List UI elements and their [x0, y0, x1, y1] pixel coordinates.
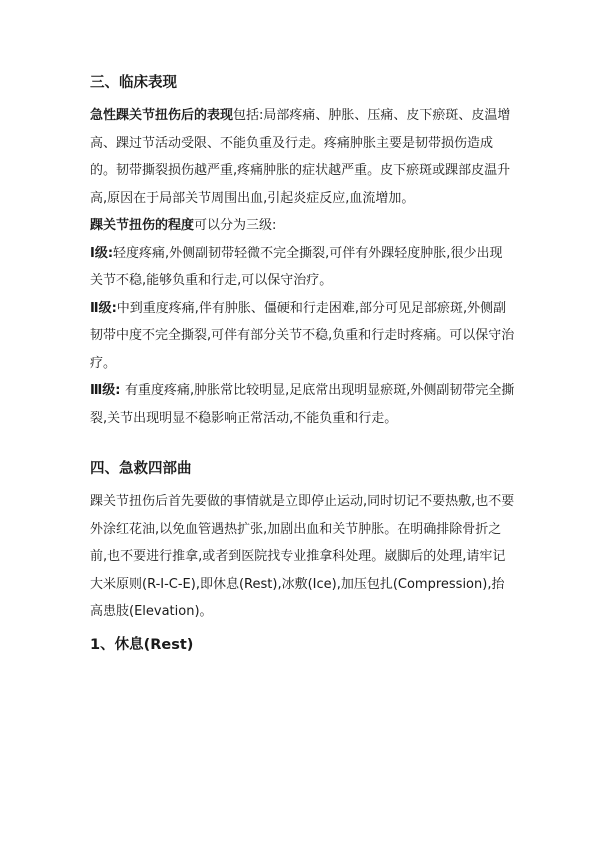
- intro-text: 包括:局部疼痛、肿胀、压痛、皮下瘀斑、皮温增高、踝过节活动受限、不能负重及行走。疼痛肿胀主要是韧带损伤造成的。韧带撕裂损伤越严重,疼痛肿胀的症状越严重。皮下瘀斑或踝部皮温升高,原因在于局部关节周围出血,引起炎症反应,血流增加。: [90, 108, 511, 206]
- intro-bold-term: 急性踝关节扭伤后的表现: [90, 108, 234, 123]
- first-aid-paragraph: 踝关节扭伤后首先要做的事情就是立即停止运动,同时切记不要热敷,也不要外涂红花油,以免血管遇热扩张,加剧出血和关节肿胀。在明确排除骨折之前,也不要进行推拿,或者到医院找专业推拿科处理。崴脚后的处理,请牢记大米原则(R-I-C-E),即休息(Rest),冰敷(Ice),加压包扎(Compression),抬高患肢(Elevation)。: [90, 494, 515, 619]
- degree-text: 可以分为三级:: [194, 218, 277, 233]
- grade1-text: 轻度疼痛,外侧副韧带轻微不完全撕裂,可伴有外踝轻度肿胀,很少出现关节不稳,能够负重和行走,可以保守治疗。: [90, 245, 503, 288]
- intro-paragraph: [90, 102, 515, 212]
- section-heading-clinical: 三、临床表现: [90, 75, 177, 91]
- degree-paragraph: [90, 212, 515, 240]
- grade2-text: 中到重度疼痛,伴有肿胀、僵硬和行走困难,部分可见足部瘀斑,外侧副韧带中度不完全撕裂,可伴有部分关节不稳,负重和行走时疼痛。可以保守治疗。: [90, 300, 515, 371]
- subheading-rest: 1、休息(Rest): [90, 636, 194, 653]
- grade1-label: Ⅰ级:: [90, 245, 114, 261]
- grade1-paragraph: [90, 240, 515, 295]
- grade2-label: Ⅱ级:: [90, 300, 117, 316]
- degree-bold-term: 踝关节扭伤的程度: [90, 218, 195, 233]
- section-heading-first-aid: 四、急救四部曲: [90, 461, 192, 477]
- grade2-paragraph: [90, 295, 515, 378]
- document-page: [90, 70, 515, 658]
- grade3-label: Ⅲ级:: [90, 383, 126, 398]
- grade3-text: 有重度疼痛,肿胀常比较明显,足底常出现明显瘀斑,外侧副韧带完全撕裂,关节出现明显不稳影响正常活动,不能负重和行走。: [90, 383, 515, 426]
- grade3-paragraph: [90, 377, 515, 432]
